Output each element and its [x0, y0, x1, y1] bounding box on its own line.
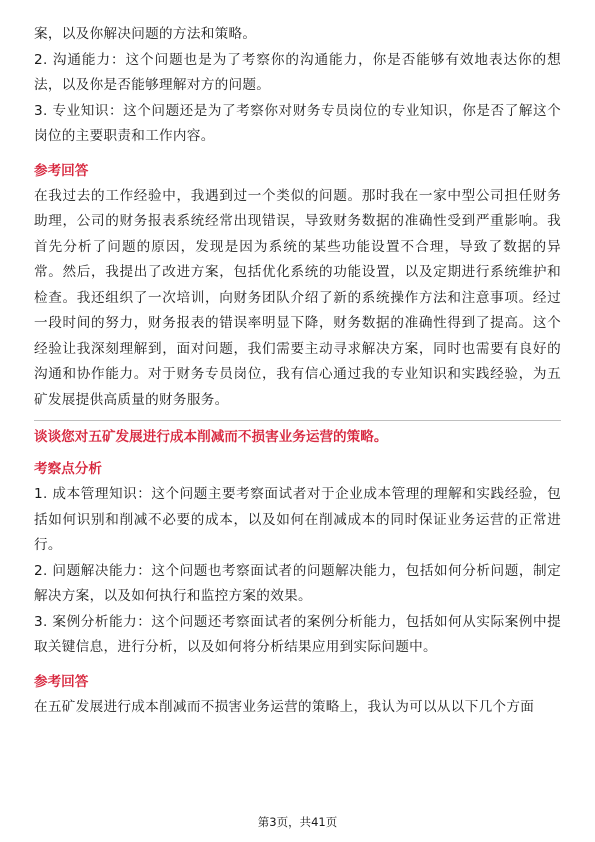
- point-professional-knowledge: 3. 专业知识：这个问题还是为了考察你对财务专员岗位的专业知识，你是否了解这个岗位的主要职责和工作内容。: [34, 102, 561, 144]
- analysis-heading: 考察点分析: [34, 461, 102, 477]
- point-problem-solving: 2. 问题解决能力：这个问题也考察面试者的问题解决能力，包括如何分析问题，制定解决方案，以及如何执行和监控方案的效果。: [34, 562, 561, 604]
- reference-answer-heading: 参考回答: [34, 162, 89, 179]
- continuation-text: 案，以及你解决问题的方法和策略。: [34, 26, 257, 42]
- point-case-analysis: 3. 案例分析能力：这个问题还考察面试者的案例分析能力，包括如何从实际案例中提取关键信息，进行分析，以及如何将分析结果应用到实际问题中。: [34, 613, 561, 655]
- section-divider: [34, 420, 561, 421]
- page-number: 第3页，共41页: [257, 815, 338, 829]
- point-communication: 2. 沟通能力：这个问题也是为了考察你的沟通能力，你是否能够有效地表达你的想法，以及你是否能够理解对方的问题。: [34, 51, 561, 93]
- document-page: [34, 22, 561, 720]
- point-cost-management: 1. 成本管理知识：这个问题主要考察面试者对于企业成本管理的理解和实践经验，包括如何识别和削减不必要的成本，以及如何在削减成本的同时保证业务运营的正常进行。: [34, 486, 561, 553]
- reference-answer-text: 在我过去的工作经验中，我遇到过一个类似的问题。那时我在一家中型公司担任财务助理，公司的财务报表系统经常出现错误，导致财务数据的准确性受到严重影响。我首先分析了问题的原因，发现是因为系统的某些功能设置不合理，导致了数据的异常。然后，我提出了改进方案，包括优化系统的功能设置，以及定期进行系统维护和检查。我还组织了一次培训，向财务团队介绍了新的系统操作方法和注意事项。经过一段时间的努力，财务报表的错误率明显下降，财务数据的准确性得到了提高。这个经验让我深刻理解到，面对问题，我们需要主动寻求解决方案，同时也需要有良好的沟通和协作能力。对于财务专员岗位，我有信心通过我的专业知识和实践经验，为五矿发展提供高质量的财务服务。: [34, 187, 561, 408]
- reference-answer-text-2: 在五矿发展进行成本削减而不损害业务运营的策略上，我认为可以从以下几个方面: [34, 698, 535, 715]
- question-heading: 谈谈您对五矿发展进行成本削减而不损害业务运营的策略。: [34, 429, 388, 445]
- reference-answer-heading-2: 参考回答: [34, 673, 89, 690]
